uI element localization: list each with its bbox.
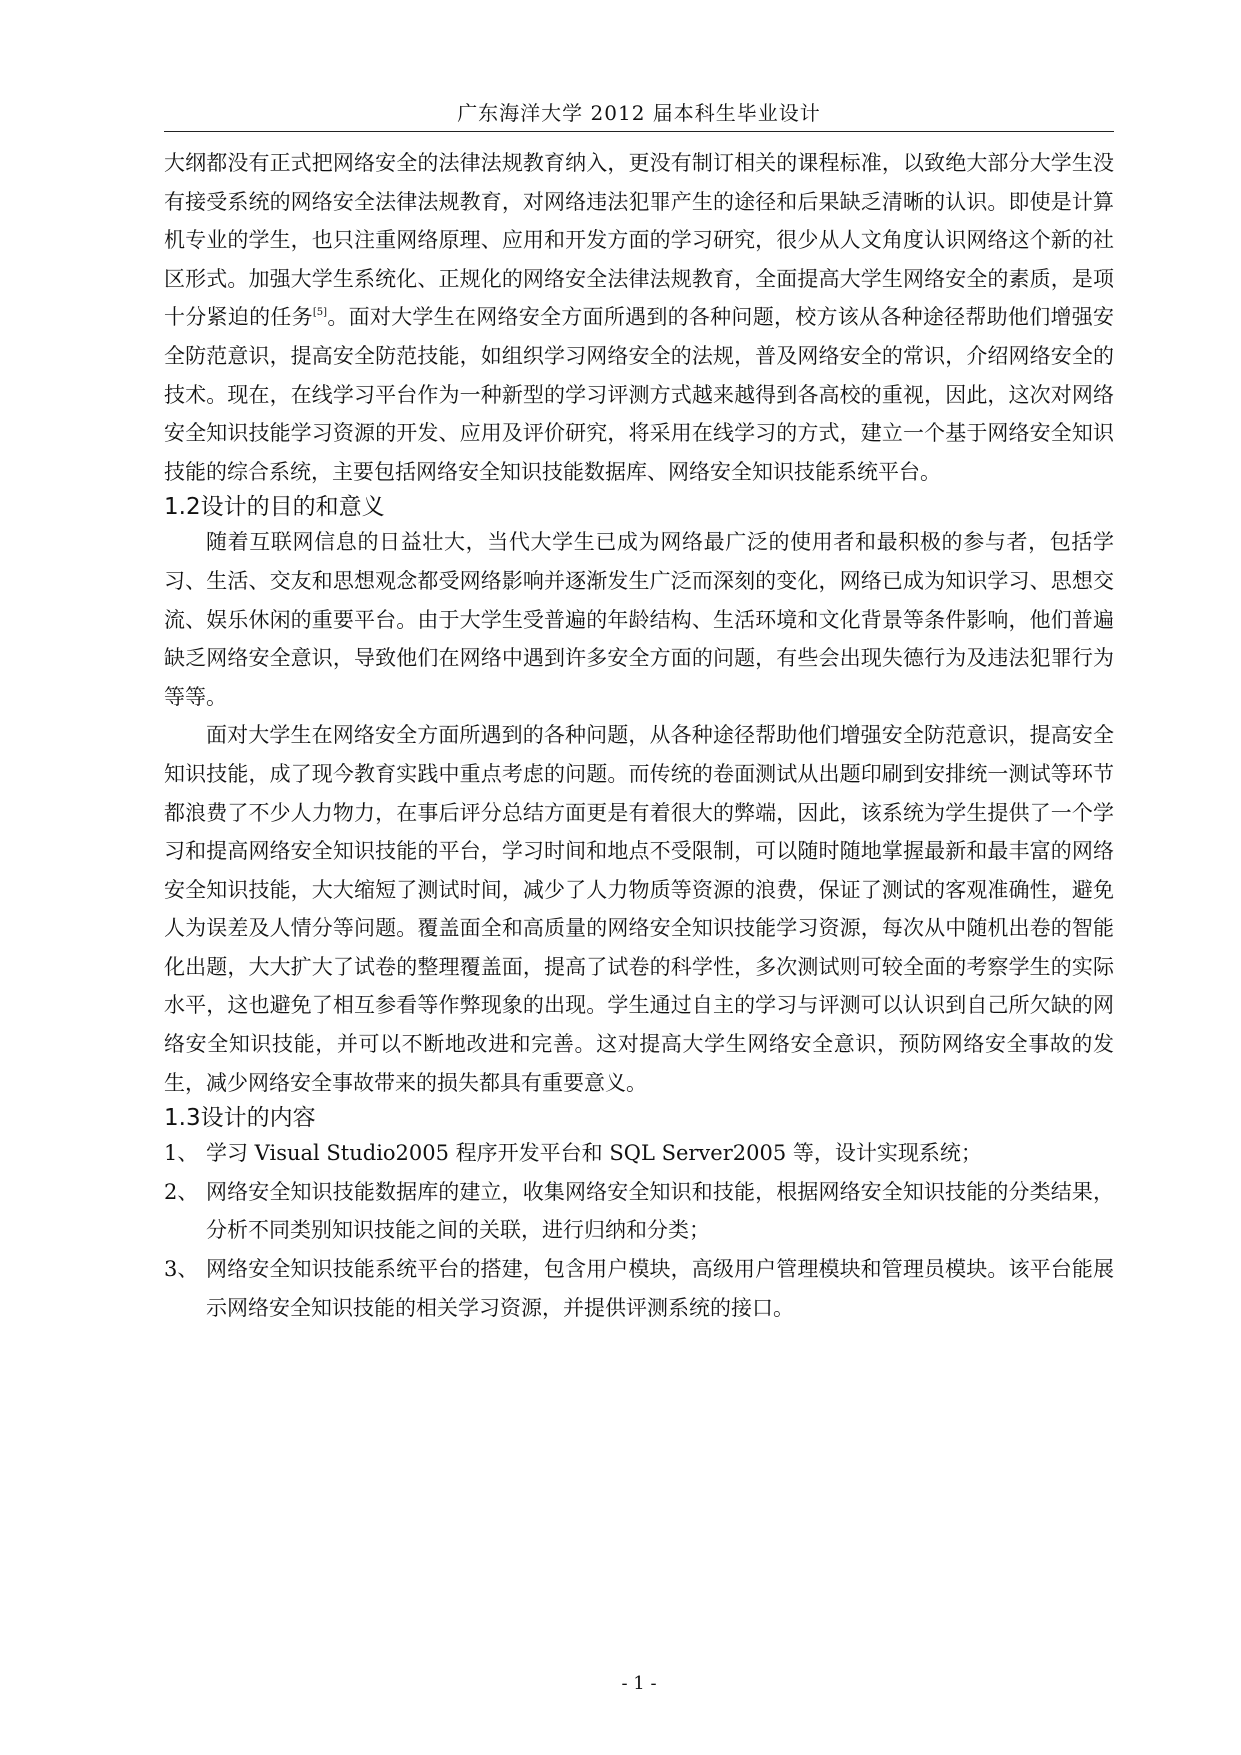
page-number: - 1 - [621,1673,657,1694]
list-item [164,1173,1114,1250]
design-content-list [164,1134,1114,1327]
list-item [164,1134,1114,1173]
intro-paragraph [164,144,1114,491]
section-1-2-paragraph-1: 随着互联网信息的日益壮大，当代大学生已成为网络最广泛的使用者和最积极的参与者，包括学习、生活、交友和思想观念都受网络影响并逐渐发生广泛而深刻的变化，网络已成为知识学习、思想交流、娱乐休闲的重要平台。由于大学生受普遍的年龄结构、生活环境和文化背景等条件影响，他们普遍缺乏网络安全意识，导致他们在网络中遇到许多安全方面的问题，有些会出现失德行为及违法犯罪行为等等。 [164,530,1114,709]
section-heading-1-3: 1.3设计的内容 [164,1105,316,1132]
list-item-number: 2、 [164,1179,199,1204]
list-item-text: 学习 Visual Studio2005 程序开发平台和 SQL Server2005 等，设计实现系统； [206,1141,982,1166]
list-item-number: 1、 [164,1141,199,1166]
intro-text-part1: 大纲都没有正式把网络安全的法律法规教育纳入，更没有制订相关的课程标准，以致绝大部分大学生没有接受系统的网络安全法律法规教育，对网络违法犯罪产生的途径和后果缺乏清晰的认识。即使是计算机专业的学生，也只注重网络原理、应用和开发方面的学习研究，很少从人文角度认识网络这个新的社区形式。加强大学生系统化、正规化的网络安全法律法规教育，全面提高大学生网络安全的素质，是项十分紧迫的任务 [164,151,1114,330]
list-item-text: 网络安全知识技能系统平台的搭建，包含用户模块，高级用户管理模块和管理员模块。该平台能展示网络安全知识技能的相关学习资源，并提供评测系统的接口。 [206,1257,1114,1320]
section-heading-1-2: 1.2设计的目的和意义 [164,494,385,521]
citation-ref: [5] [312,307,328,319]
list-item-number: 3、 [164,1257,199,1282]
running-header: 广东海洋大学 2012 届本科生毕业设计 [457,101,821,125]
intro-text-part2: 。面对大学生在网络安全方面所遇到的各种问题，校方该从各种途径帮助他们增强安全防范意识，提高安全防范技能，如组织学习网络安全的法规，普及网络安全的常识，介绍网络安全的技术。现在，在线学习平台作为一种新型的学习评测方式越来越得到各高校的重视，因此，这次对网络安全知识技能学习资源的开发、应用及评价研究，将采用在线学习的方式，建立一个基于网络安全知识技能的综合系统，主要包括网络安全知识技能数据库、网络安全知识技能系统平台。 [164,305,1115,484]
header-rule [164,131,1114,132]
list-item-text: 网络安全知识技能数据库的建立，收集网络安全知识和技能，根据网络安全知识技能的分类结果，分析不同类别知识技能之间的关联，进行归纳和分类； [206,1179,1114,1243]
section-1-2-paragraph-2: 面对大学生在网络安全方面所遇到的各种问题，从各种途径帮助他们增强安全防范意识，提高安全知识技能，成了现今教育实践中重点考虑的问题。而传统的卷面测试从出题印刷到安排统一测试等环节都浪费了不少人力物力，在事后评分总结方面更是有着很大的弊端，因此，该系统为学生提供了一个学习和提高网络安全知识技能的平台，学习时间和地点不受限制，可以随时随地掌握最新和最丰富的网络安全知识技能，大大缩短了测试时间，减少了人力物质等资源的浪费，保证了测试的客观准确性，避免人为误差及人情分等问题。覆盖面全和高质量的网络安全知识技能学习资源，每次从中随机出卷的智能化出题，大大扩大了试卷的整理覆盖面，提高了试卷的科学性，多次测试则可较全面的考察学生的实际水平，这也避免了相互参看等作弊现象的出现。学生通过自主的学习与评测可以认识到自己所欠缺的网络安全知识技能，并可以不断地改进和完善。这对提高大学生网络安全意识，预防网络安全事故的发生，减少网络安全事故带来的损失都具有重要意义。 [164,723,1114,1095]
list-item [164,1250,1114,1327]
page-body [164,144,1114,1327]
